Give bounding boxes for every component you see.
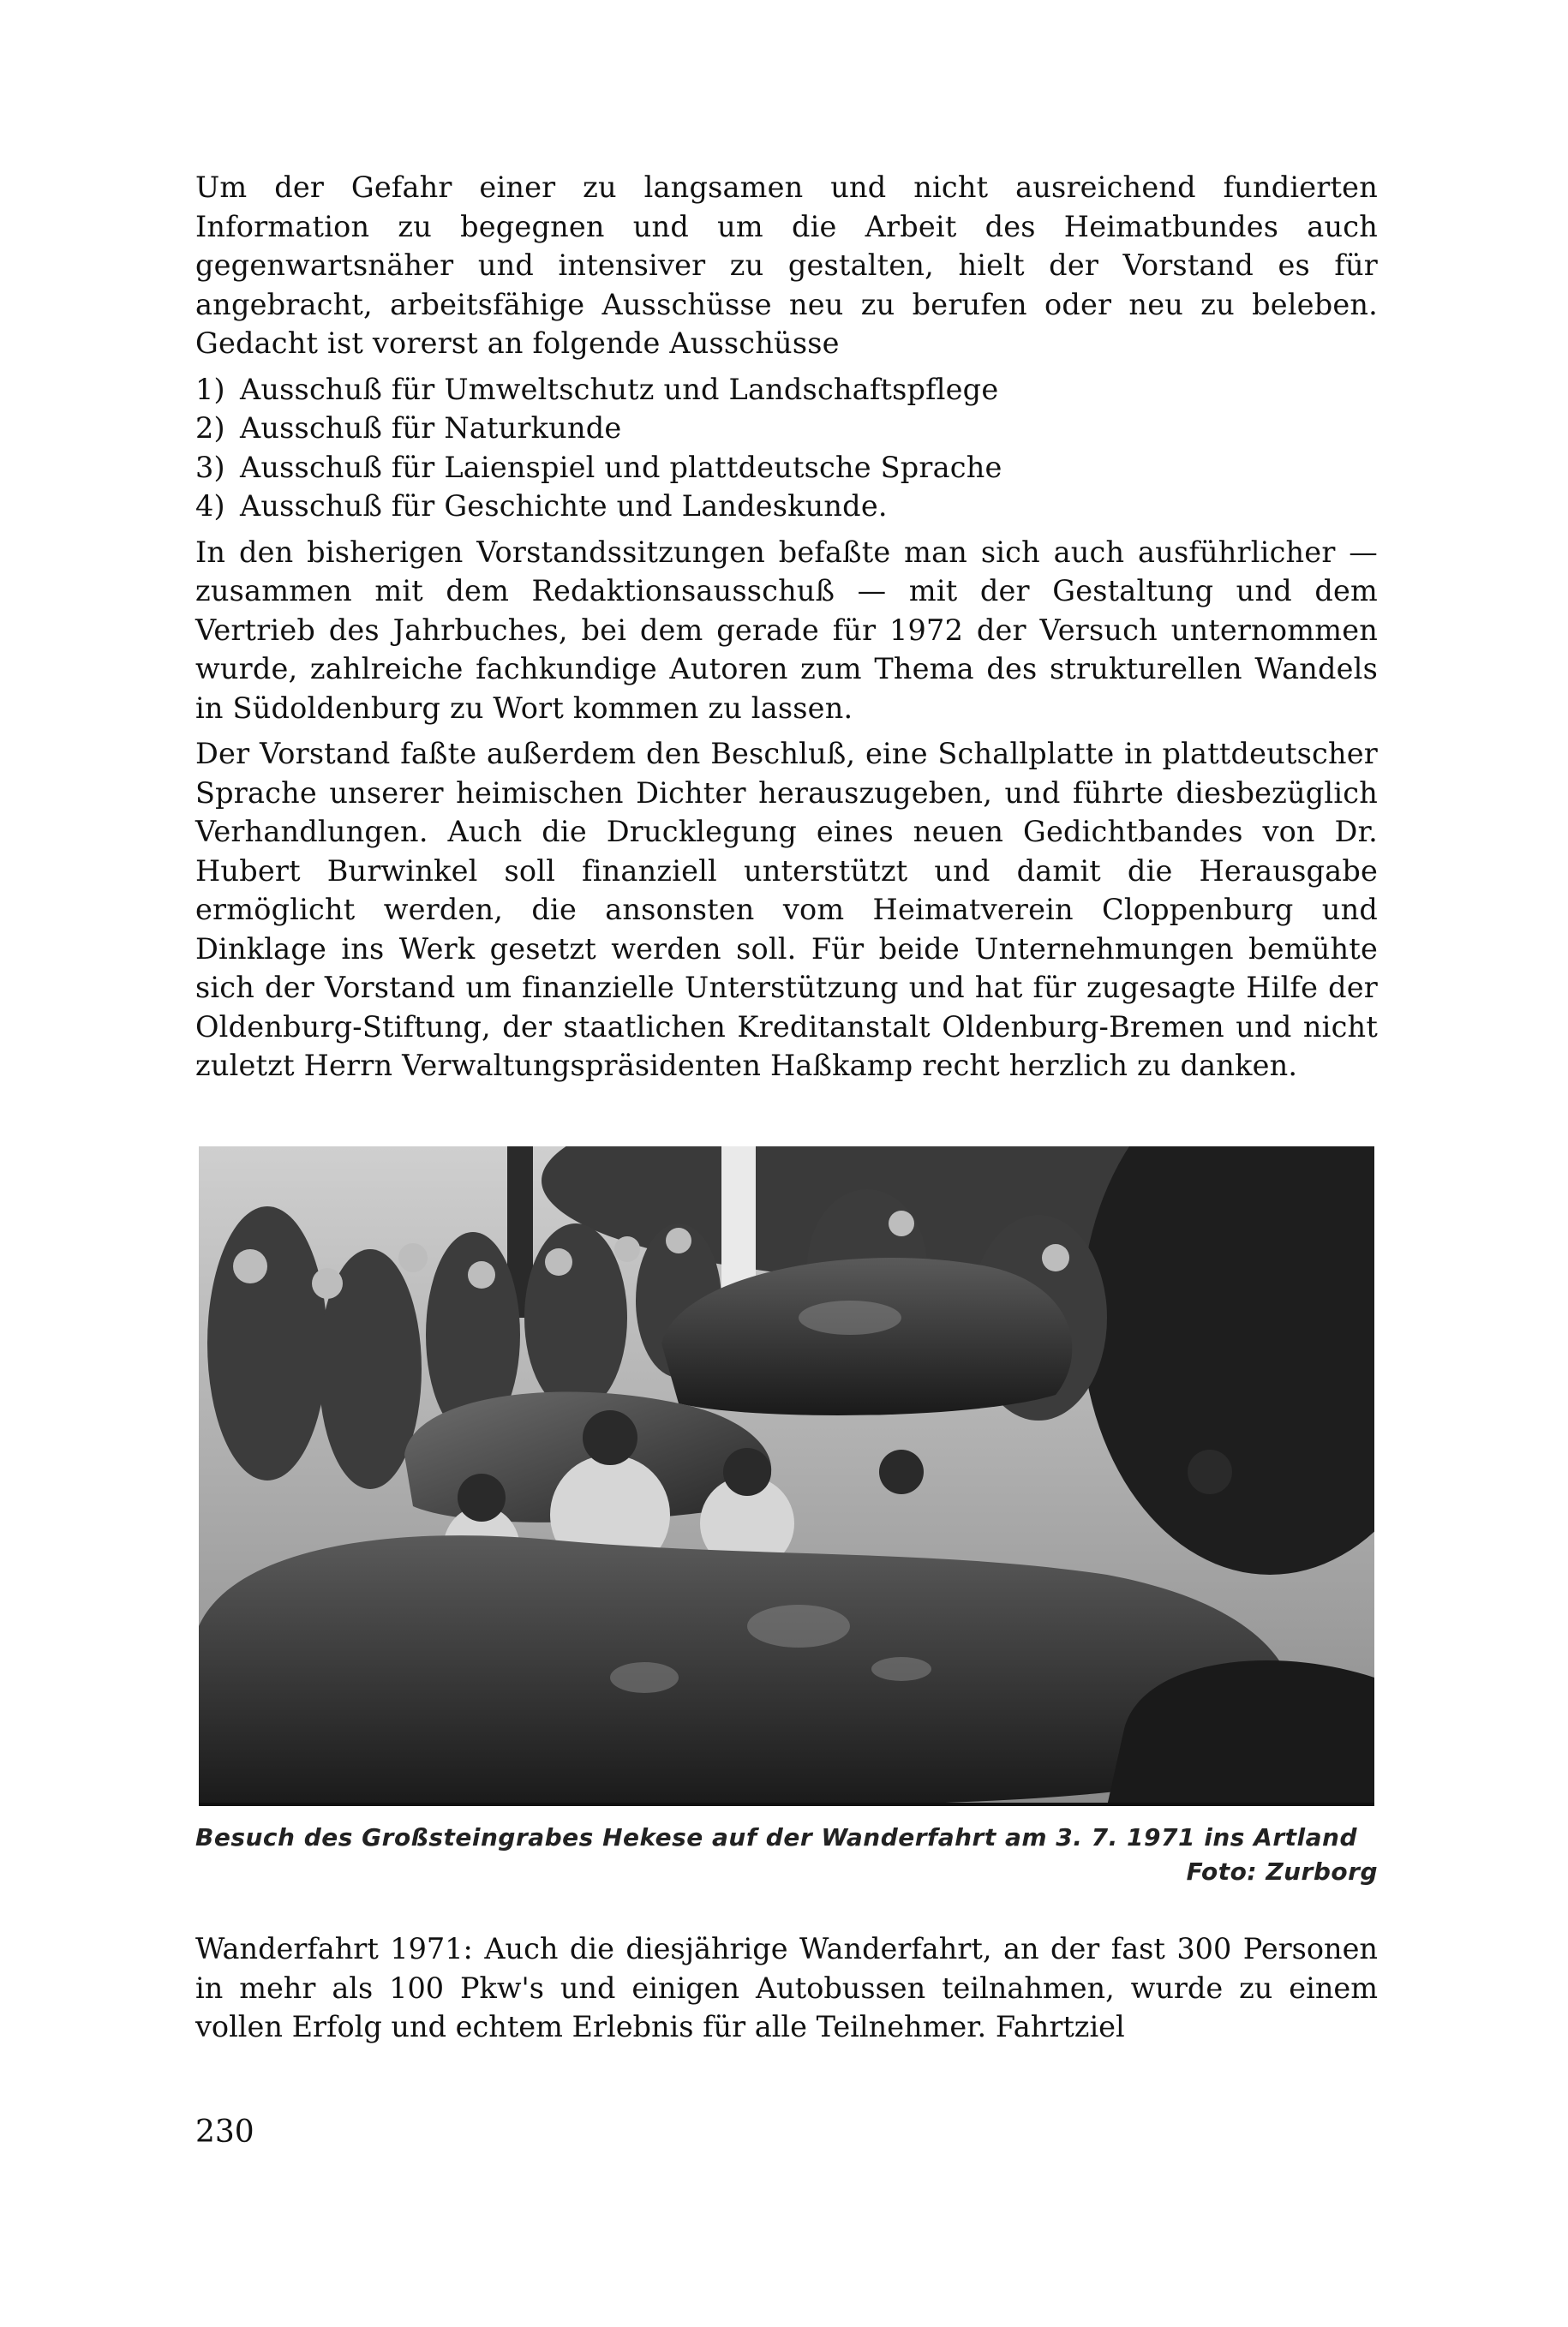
page-number: 230	[195, 2115, 254, 2150]
photo-illustration	[199, 1146, 1374, 1806]
paragraph-record: Der Vorstand faßte außerdem den Beschluß, eine Schallplatte in plattdeutscher Sprache unserer heimischen Dichter herauszugeben, und führte diesbezüglich Verhandlungen. Auch die Drucklegung eines neuen Gedichtbandes von Dr. Hubert Burwinkel soll finanziell unterstützt und damit die Herausgabe ermöglicht werden, die ansonsten vom Heimatverein Cloppenburg und Dinklage ins Werk gesetzt werden soll. Für beide Unternehmungen bemühte sich der Vorstand um finanzielle Unterstützung und hat für zugesagte Hilfe der Oldenburg-Stiftung, der staatlichen Kreditanstalt Oldenburg-Bremen und nicht zuletzt Herrn Verwaltungspräsidenten Haßkamp recht herzlich zu danken.	[195, 737, 1378, 1082]
body-text-bottom	[195, 1929, 1378, 2047]
caption-photo-credit: Foto: Zurborg	[1186, 1857, 1378, 1886]
body-text-top	[195, 168, 1378, 1092]
list-item: 3) Ausschuß für Laienspiel und plattdeutsche Sprache	[195, 450, 1002, 484]
caption-description: Besuch des Großsteingrabes Hekese auf der Wanderfahrt am 3. 7. 1971 ins Artland	[195, 1823, 1357, 1851]
photo-caption	[195, 1821, 1378, 1889]
paragraph-wanderfahrt: Wanderfahrt 1971: Auch die diesjährige Wanderfahrt, an der fast 300 Personen in mehr als 100 Pkw's und einigen Autobussen teilnahmen, wurde zu einem vollen Erfolg und echtem Erlebnis für alle Teilnehmer. Fahrtziel	[195, 1932, 1378, 2043]
paragraph-committees-intro: Um der Gefahr einer zu langsamen und nicht ausreichend fundierten Information zu begegnen und um die Arbeit des Heimatbundes auch gegenwartsnäher und intensiver zu gestalten, hielt der Vorstand es für angebracht, arbeitsfähige Ausschüsse neu zu berufen oder neu zu beleben. Gedacht ist vorerst an folgende Ausschüsse	[195, 170, 1378, 360]
photo-megalithic-tomb	[199, 1146, 1374, 1806]
committee-list	[195, 370, 1378, 526]
paragraph-yearbook: In den bisherigen Vorstandssitzungen befaßte man sich auch ausführlicher — zusammen mit dem Redaktionsausschuß — mit der Gestaltung und dem Vertrieb des Jahrbuches, bei dem gerade für 1972 der Versuch unternommen wurde, zahlreiche fachkundige Autoren zum Thema des strukturellen Wandels in Südoldenburg zu Wort kommen zu lassen.	[195, 535, 1378, 725]
list-item: 4) Ausschuß für Geschichte und Landeskunde.	[195, 489, 888, 523]
list-item: 2) Ausschuß für Naturkunde	[195, 411, 622, 445]
list-item: 1) Ausschuß für Umweltschutz und Landschaftspflege	[195, 372, 999, 406]
